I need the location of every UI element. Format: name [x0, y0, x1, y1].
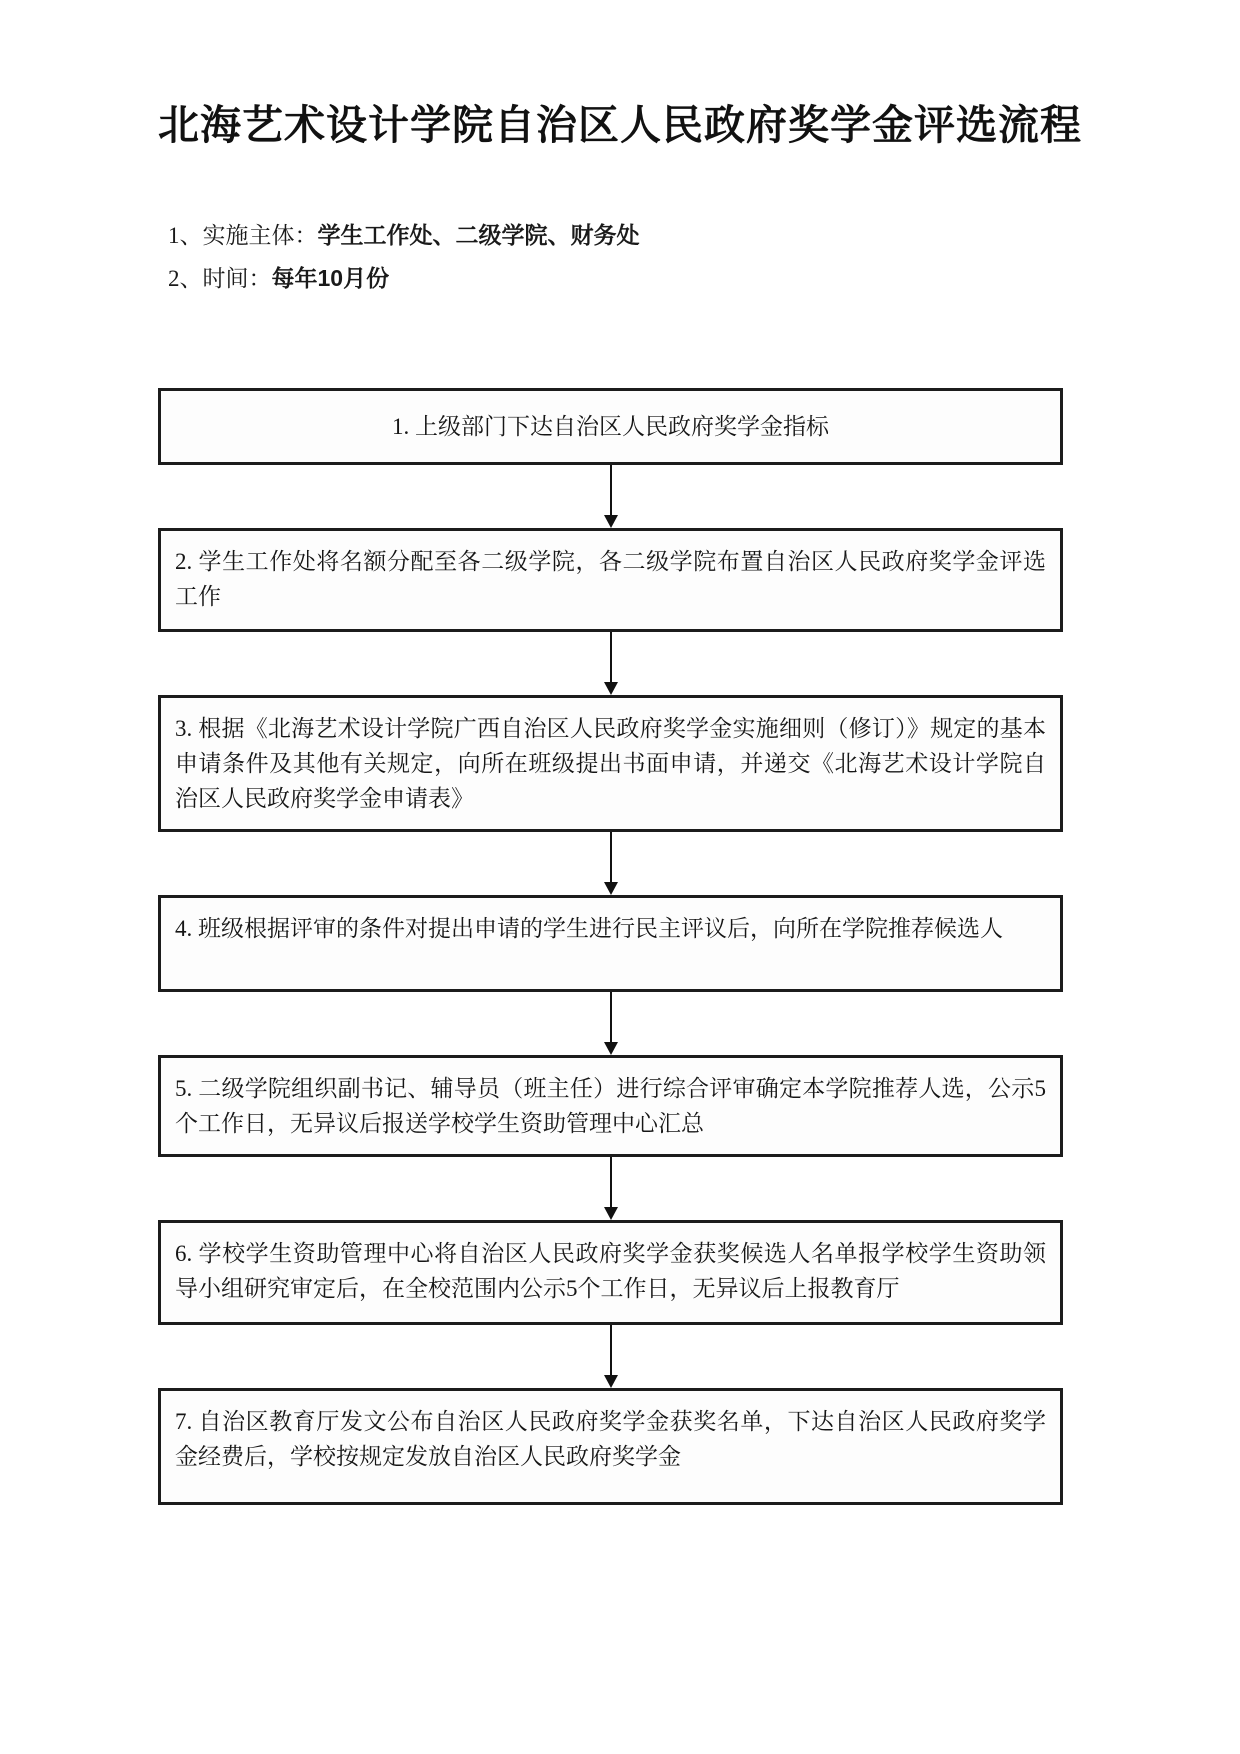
arrow-down-icon: [604, 1375, 618, 1388]
arrow-line: [610, 1157, 612, 1208]
flow-step-4: [158, 895, 1063, 992]
intro-item-subject-value: 学生工作处、二级学院、财务处: [317, 222, 640, 248]
flow-arrow-6: [158, 1325, 1063, 1388]
arrow-down-icon: [604, 1042, 618, 1055]
flow-step-1-text: 1. 上级部门下达自治区人民政府奖学金指标: [392, 414, 829, 439]
page-title-rest: 艺术设计学院自治区人民政府奖学金评选流程: [242, 102, 1082, 148]
arrow-line: [610, 832, 612, 883]
flow-step-1: [158, 388, 1063, 465]
intro-list: [168, 220, 1240, 294]
flow-step-7-text: 7. 自治区教育厅发文公布自治区人民政府奖学金获奖名单，下达自治区人民政府奖学金经费后，学校按规定发放自治区人民政府奖学金: [175, 1409, 1046, 1469]
intro-item-time-label: 2、时间：: [168, 266, 272, 291]
flow-step-3-text: 3. 根据《北海艺术设计学院广西自治区人民政府奖学金实施细则（修订）》规定的基本申请条件及其他有关规定，向所在班级提出书面申请，并递交《北海艺术设计学院自治区人民政府奖学金申请表》: [175, 716, 1046, 811]
arrow-line: [610, 465, 612, 516]
flow-step-7: [158, 1388, 1063, 1505]
flow-step-2: [158, 528, 1063, 632]
flow-step-6: [158, 1220, 1063, 1325]
intro-item-time-value: 每年10月份: [271, 265, 390, 291]
page-title: [0, 100, 1240, 150]
page-title-emphasis: 北海: [158, 102, 242, 148]
intro-item-subject: [168, 220, 1240, 251]
arrow-down-icon: [604, 682, 618, 695]
flowchart: [158, 388, 1063, 1505]
arrow-line: [610, 1325, 612, 1376]
flow-arrow-3: [158, 832, 1063, 895]
flow-arrow-5: [158, 1157, 1063, 1220]
flow-arrow-4: [158, 992, 1063, 1055]
arrow-down-icon: [604, 1207, 618, 1220]
flow-step-5-text: 5. 二级学院组织副书记、辅导员（班主任）进行综合评审确定本学院推荐人选，公示5个工作日，无异议后报送学校学生资助管理中心汇总: [175, 1076, 1046, 1136]
intro-item-time: [168, 263, 1240, 294]
flow-arrow-1: [158, 465, 1063, 528]
arrow-down-icon: [604, 515, 618, 528]
flow-step-5: [158, 1055, 1063, 1157]
flow-step-2-text: 2. 学生工作处将名额分配至各二级学院，各二级学院布置自治区人民政府奖学金评选工作: [175, 549, 1046, 609]
arrow-line: [610, 992, 612, 1043]
flow-step-3: [158, 695, 1063, 832]
flow-arrow-2: [158, 632, 1063, 695]
arrow-line: [610, 632, 612, 683]
flow-step-6-text: 6. 学校学生资助管理中心将自治区人民政府奖学金获奖候选人名单报学校学生资助领导小组研究审定后，在全校范围内公示5个工作日，无异议后上报教育厅: [175, 1241, 1046, 1301]
arrow-down-icon: [604, 882, 618, 895]
intro-item-subject-label: 1、实施主体：: [168, 223, 318, 248]
flow-step-4-text: 4. 班级根据评审的条件对提出申请的学生进行民主评议后，向所在学院推荐候选人: [175, 916, 1003, 941]
